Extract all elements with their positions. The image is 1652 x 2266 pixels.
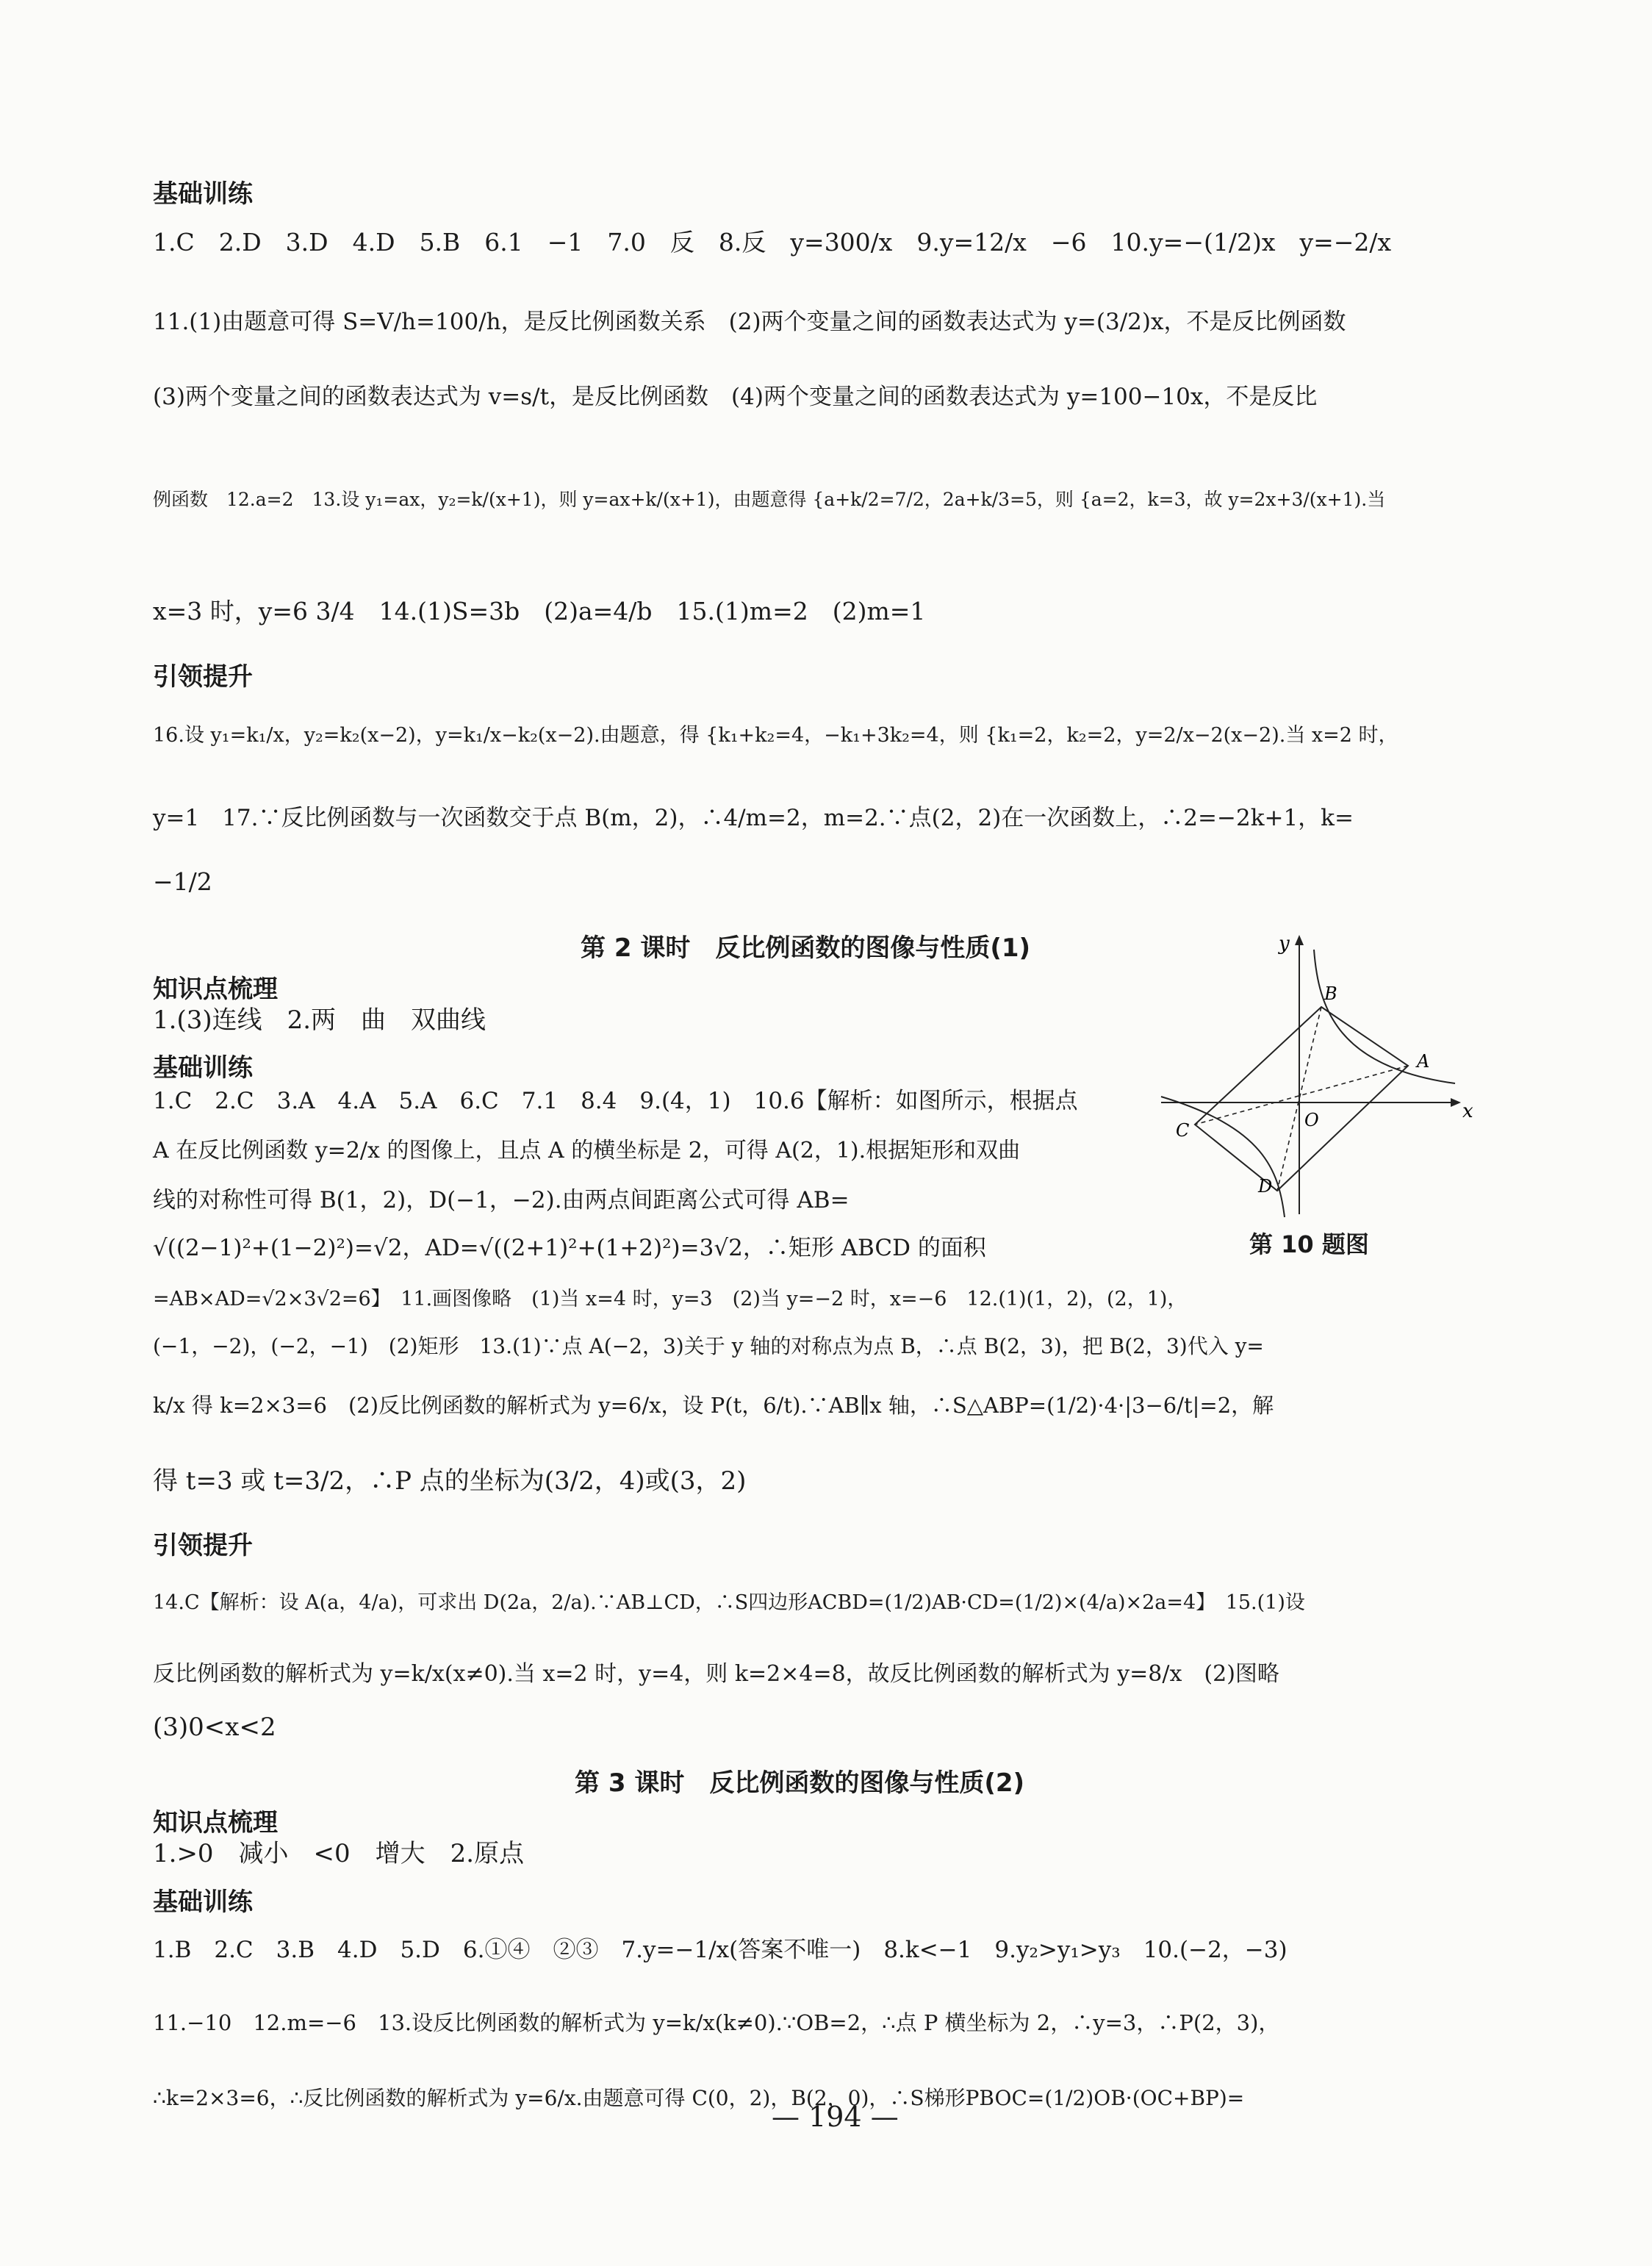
answer-line: 1.C 2.C 3.A 4.A 5.A 6.C 7.1 8.4 9.(4，1) 10.6【解析：如图所示，根据点 (153, 1088, 1078, 1114)
answer-line: =AB×AD=√2×3√2=6】 11.画图像略 (1)当 x=4 时，y=3 (2)当 y=−2 时，x=−6 12.(1)(1，2)，(2，1)， (153, 1288, 1188, 1311)
answer-line: 反比例函数的解析式为 y=k/x(x≠0).当 x=2 时，y=4，则 k=2×4=8，故反比例函数的解析式为 y=8/x (2)图略 (153, 1661, 1279, 1687)
figure-caption: 第 10 题图 (1249, 1230, 1369, 1258)
answer-line: 1.>0 减小 <0 增大 2.原点 (153, 1839, 525, 1868)
section-heading: 知识点梳理 (153, 975, 278, 1004)
answer-line: 11.−10 12.m=−6 13.设反比例函数的解析式为 y=k/x(k≠0).∵OB=2，∴点 P 横坐标为 2，∴y=3，∴P(2，3)， (153, 2010, 1280, 2035)
section-heading: 基础训练 (153, 179, 253, 209)
section-heading: 引领提升 (153, 662, 253, 692)
answer-line: y=1 17.∵反比例函数与一次函数交于点 B(m，2)，∴4/m=2，m=2.∵点(2，2)在一次函数上，∴2=−2k+1，k= (153, 805, 1354, 831)
section-heading: 引领提升 (153, 1531, 253, 1560)
answer-line: A 在反比例函数 y=2/x 的图像上，且点 A 的横坐标是 2，可得 A(2，1).根据矩形和双曲 (153, 1138, 1021, 1164)
point-a-label: A (1417, 1051, 1430, 1072)
answer-line: −1/2 (153, 867, 212, 896)
section-heading: 基础训练 (153, 1053, 253, 1083)
hyperbola-branch-q3 (1161, 1097, 1285, 1217)
answer-line: 1.B 2.C 3.B 4.D 5.D 6.①④ ②③ 7.y=−1/x(答案不唯一) 8.k<−1 9.y₂>y₁>y₃ 10.(−2，−3) (153, 1937, 1288, 1963)
hyperbola-rectangle-figure (1154, 928, 1477, 1222)
answer-line: k/x 得 k=2×3=6 (2)反比例函数的解析式为 y=6/x，设 P(t，6/t).∵AB∥x 轴，∴S△ABP=(1/2)·4·|3−6/t|=2，解 (153, 1393, 1274, 1418)
point-b-label: B (1324, 983, 1337, 1004)
answer-line: (−1，−2)，(−2，−1) (2)矩形 13.(1)∵点 A(−2，3)关于 y 轴的对称点为点 B，∴点 B(2，3)，把 B(2，3)代入 y= (153, 1334, 1264, 1358)
answer-line: 得 t=3 或 t=3/2，∴P 点的坐标为(3/2，4)或(3，2) (153, 1466, 747, 1496)
rectangle-abcd (1195, 1007, 1408, 1191)
answer-line: √((2−1)²+(1−2)²)=√2，AD=√((2+1)²+(1+2)²)=3√2，∴矩形 ABCD 的面积 (153, 1235, 986, 1261)
answer-line: 1.C 2.D 3.D 4.D 5.B 6.1 −1 7.0 反 8.反 y=300/x 9.y=12/x −6 10.y=−(1/2)x y=−2/x (153, 228, 1392, 257)
point-d-label: D (1258, 1176, 1273, 1197)
origin-label: O (1304, 1110, 1319, 1130)
section-heading: 知识点梳理 (153, 1808, 278, 1837)
y-axis-label: y (1279, 933, 1290, 955)
answer-line: 例函数 12.a=2 13.设 y₁=ax，y₂=k/(x+1)，则 y=ax+k/(x+1)，由题意得 {a+k/2=7/2，2a+k/3=5，则 {a=2，k=3，故 y=2x+3/(x+1).当 (153, 489, 1386, 510)
y-axis-arrow (1295, 935, 1304, 945)
page-number: — 194 — (772, 2101, 899, 2133)
x-axis-label: x (1462, 1100, 1473, 1122)
section-heading: 基础训练 (153, 1887, 253, 1917)
answer-line: 线的对称性可得 B(1，2)，D(−1，−2).由两点间距离公式可得 AB= (153, 1187, 850, 1213)
answer-line: 1.(3)连线 2.两 曲 双曲线 (153, 1005, 486, 1035)
answer-line: ∴k=2×3=6，∴反比例函数的解析式为 y=6/x.由题意可得 C(0，2)，B(2，0)，∴S梯形PBOC=(1/2)OB·(OC+BP)= (153, 2086, 1245, 2110)
answer-line: (3)两个变量之间的函数表达式为 v=s/t，是反比例函数 (4)两个变量之间的函数表达式为 y=100−10x，不是反比 (153, 384, 1318, 410)
answer-line: 14.C【解析：设 A(a，4/a)，可求出 D(2a，2/a).∵AB⊥CD，∴S四边形ACBD=(1/2)AB·CD=(1/2)×(4/a)×2a=4】 15.(1)设 (153, 1591, 1305, 1614)
answer-line: 16.设 y₁=k₁/x，y₂=k₂(x−2)，y=k₁/x−k₂(x−2).由题意，得 {k₁+k₂=4，−k₁+3k₂=4，则 {k₁=2，k₂=2，y=2/x−2(x−2).当 x=2 时， (153, 724, 1398, 747)
answer-line: x=3 时，y=6 3/4 14.(1)S=3b (2)a=4/b 15.(1)m=2 (2)m=1 (153, 597, 926, 625)
x-axis-arrow (1451, 1098, 1461, 1107)
answer-line: 11.(1)由题意可得 S=V/h=100/h，是反比例函数关系 (2)两个变量之间的函数表达式为 y=(3/2)x，不是反比例函数 (153, 309, 1346, 335)
point-c-label: C (1176, 1120, 1190, 1141)
answer-line: (3)0<x<2 (153, 1713, 276, 1742)
lesson-title: 第 2 课时 反比例函数的图像与性质(1) (581, 933, 1031, 963)
lesson-title: 第 3 课时 反比例函数的图像与性质(2) (575, 1768, 1025, 1798)
